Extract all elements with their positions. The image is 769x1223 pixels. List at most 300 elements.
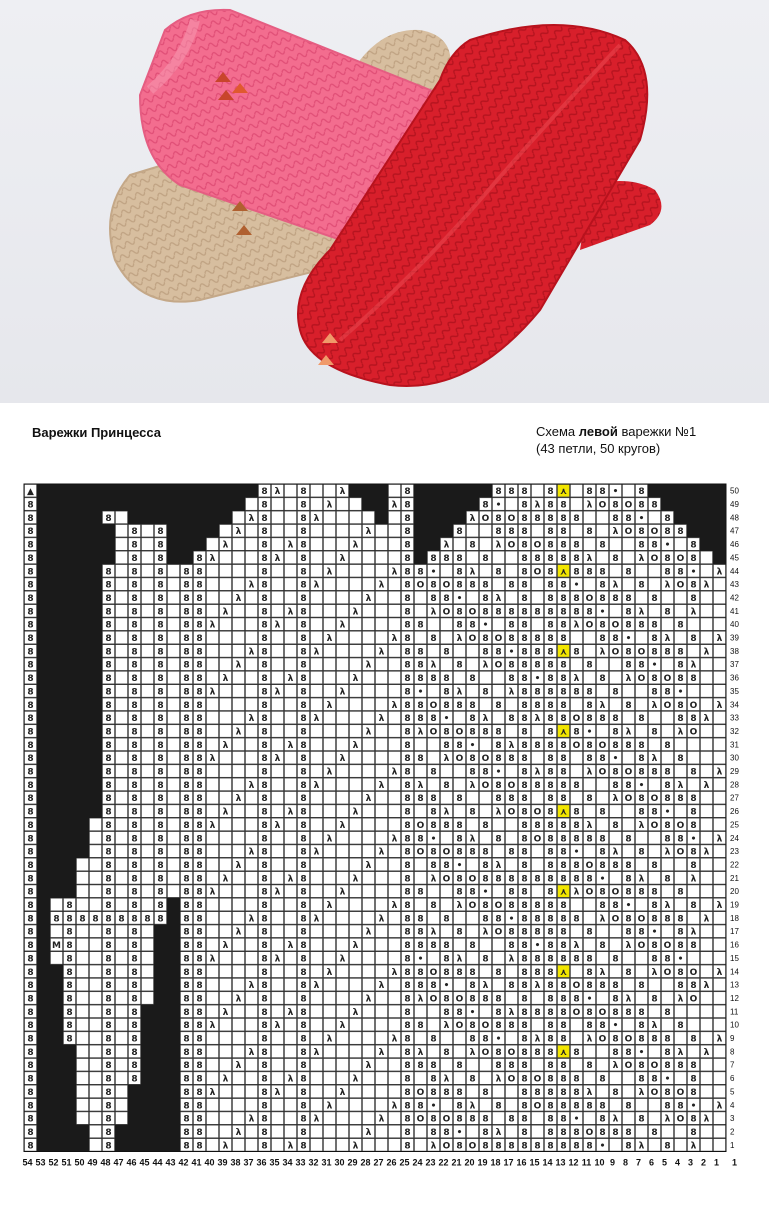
stitch-symbol: • bbox=[638, 1047, 645, 1058]
chart-cell bbox=[272, 965, 284, 977]
chart-cell bbox=[246, 1072, 258, 1084]
stitch-symbol: 8 bbox=[27, 1114, 34, 1125]
chart-cell bbox=[623, 1085, 635, 1097]
stitch-symbol: 8 bbox=[131, 901, 138, 912]
chart-cell bbox=[77, 978, 89, 990]
stitch-symbol: 8 bbox=[638, 487, 645, 498]
chart-cell bbox=[389, 591, 401, 603]
chart-cell bbox=[571, 698, 583, 710]
chart-cell bbox=[207, 925, 219, 937]
stitch-symbol: 8 bbox=[612, 1087, 619, 1098]
stitch-symbol: λ bbox=[430, 874, 437, 885]
stitch-symbol: 8 bbox=[261, 553, 268, 564]
chart-cell bbox=[350, 845, 362, 857]
stitch-symbol: O bbox=[572, 740, 581, 751]
chart-cell bbox=[636, 591, 648, 603]
stitch-symbol: 8 bbox=[664, 914, 671, 925]
stitch-symbol: 8 bbox=[105, 767, 112, 778]
chart-cell bbox=[324, 538, 336, 550]
stitch-symbol: 8 bbox=[261, 567, 268, 578]
chart-cell bbox=[233, 845, 245, 857]
chart-cell bbox=[220, 1099, 232, 1111]
chart-cell bbox=[571, 631, 583, 643]
chart-cell bbox=[246, 685, 258, 697]
stitch-symbol: 8 bbox=[495, 513, 502, 524]
chart-cell bbox=[480, 671, 492, 683]
stitch-symbol: 8 bbox=[495, 1007, 502, 1018]
chart-cell bbox=[168, 645, 180, 657]
stitch-symbol: O bbox=[611, 887, 620, 898]
chart-cell bbox=[220, 818, 232, 830]
chart-cell bbox=[363, 1139, 375, 1151]
stitch-symbol: 8 bbox=[183, 927, 190, 938]
chart-cell bbox=[623, 752, 635, 764]
chart-cell bbox=[116, 1045, 128, 1057]
stitch-symbol: 8 bbox=[521, 807, 528, 818]
chart-cell bbox=[415, 631, 427, 643]
chart-cell bbox=[168, 738, 180, 750]
stitch-symbol: 8 bbox=[196, 901, 203, 912]
stitch-symbol: 8 bbox=[508, 580, 515, 591]
row-label: 47 bbox=[730, 526, 739, 536]
stitch-symbol: 8 bbox=[404, 1101, 411, 1112]
chart-cell bbox=[389, 1125, 401, 1137]
stitch-symbol: O bbox=[689, 967, 698, 978]
stitch-symbol: 8 bbox=[27, 1047, 34, 1058]
column-label: 5 bbox=[661, 1157, 668, 1168]
stitch-symbol: 8 bbox=[131, 607, 138, 618]
chart-cell bbox=[337, 591, 349, 603]
stitch-symbol: 8 bbox=[404, 513, 411, 524]
chart-cell bbox=[662, 591, 674, 603]
chart-cell bbox=[610, 925, 622, 937]
chart-cell bbox=[311, 698, 323, 710]
stitch-symbol: 8 bbox=[443, 727, 450, 738]
chart-cell bbox=[610, 805, 622, 817]
stitch-symbol: 8 bbox=[196, 647, 203, 658]
chart-cell bbox=[532, 578, 544, 590]
chart-cell bbox=[662, 658, 674, 670]
stitch-symbol: 8 bbox=[105, 740, 112, 751]
chart-cell bbox=[220, 551, 232, 563]
stitch-symbol: 8 bbox=[495, 1061, 502, 1072]
chart-cell bbox=[350, 925, 362, 937]
chart-cell bbox=[116, 685, 128, 697]
chart-cell bbox=[116, 872, 128, 884]
stitch-symbol: 8 bbox=[196, 740, 203, 751]
chart-cell bbox=[467, 1125, 479, 1137]
stitch-symbol: 8 bbox=[261, 727, 268, 738]
stitch-symbol: 8 bbox=[547, 567, 554, 578]
stitch-symbol: 8 bbox=[521, 1061, 528, 1072]
chart-cell bbox=[636, 698, 648, 710]
chart-cell bbox=[376, 725, 388, 737]
stitch-symbol: 8 bbox=[521, 1101, 528, 1112]
stitch-symbol: 8 bbox=[560, 513, 567, 524]
stitch-symbol: 8 bbox=[300, 607, 307, 618]
stitch-symbol: 8 bbox=[534, 927, 541, 938]
stitch-symbol: 8 bbox=[638, 1007, 645, 1018]
stitch-symbol: 8 bbox=[469, 540, 476, 551]
chart-cell bbox=[324, 511, 336, 523]
chart-cell bbox=[324, 858, 336, 870]
stitch-symbol: λ bbox=[274, 620, 281, 631]
chart-cell bbox=[285, 818, 297, 830]
stitch-symbol: 8 bbox=[261, 1141, 268, 1152]
chart-cell bbox=[142, 885, 154, 897]
chart-cell bbox=[688, 885, 700, 897]
stitch-symbol: • bbox=[508, 914, 515, 925]
chart-cell bbox=[285, 631, 297, 643]
chart-cell bbox=[272, 1125, 284, 1137]
chart-cell bbox=[324, 551, 336, 563]
stitch-symbol: 8 bbox=[196, 1141, 203, 1152]
chart-cell bbox=[675, 605, 687, 617]
stitch-symbol: 8 bbox=[456, 607, 463, 618]
stitch-symbol: 8 bbox=[27, 674, 34, 685]
stitch-symbol: 8 bbox=[508, 1141, 515, 1152]
stitch-symbol: 8 bbox=[300, 901, 307, 912]
stitch-symbol: 8 bbox=[469, 967, 476, 978]
stitch-symbol: λ bbox=[612, 527, 619, 538]
stitch-symbol: 8 bbox=[508, 794, 515, 805]
stitch-symbol: 8 bbox=[66, 981, 73, 992]
stitch-symbol: 8 bbox=[521, 513, 528, 524]
chart-cell bbox=[415, 898, 427, 910]
row-label: 2 bbox=[730, 1127, 735, 1137]
stitch-symbol: 8 bbox=[521, 1087, 528, 1098]
chart-cell bbox=[415, 805, 427, 817]
stitch-symbol: 8 bbox=[677, 927, 684, 938]
stitch-symbol: 8 bbox=[131, 580, 138, 591]
stitch-symbol: 8 bbox=[625, 1047, 632, 1058]
stitch-symbol: λ bbox=[339, 954, 346, 965]
stitch-symbol: 8 bbox=[261, 500, 268, 511]
stitch-symbol: λ bbox=[274, 487, 281, 498]
stitch-symbol: λ bbox=[469, 834, 476, 845]
stitch-symbol: 8 bbox=[690, 941, 697, 952]
stitch-symbol: λ bbox=[430, 927, 437, 938]
row-label: 15 bbox=[730, 953, 739, 963]
chart-cell bbox=[207, 1112, 219, 1124]
row-label: 12 bbox=[730, 993, 739, 1003]
chart-cell bbox=[337, 605, 349, 617]
stitch-symbol: λ bbox=[508, 1007, 515, 1018]
stitch-symbol: 8 bbox=[27, 1141, 34, 1152]
stitch-symbol: λ bbox=[495, 1127, 502, 1138]
chart-cell bbox=[571, 1019, 583, 1031]
chart-cell bbox=[376, 965, 388, 977]
stitch-symbol: λ bbox=[391, 567, 398, 578]
stitch-symbol: • bbox=[469, 1007, 476, 1018]
stitch-symbol: λ bbox=[534, 767, 541, 778]
stitch-symbol: 8 bbox=[612, 593, 619, 604]
stitch-symbol: 8 bbox=[573, 607, 580, 618]
chart-cell bbox=[233, 685, 245, 697]
chart-cell bbox=[220, 965, 232, 977]
stitch-symbol: λ bbox=[716, 567, 723, 578]
chart-cell bbox=[168, 765, 180, 777]
stitch-symbol: 8 bbox=[456, 1114, 463, 1125]
stitch-symbol: 8 bbox=[196, 607, 203, 618]
chart-cell bbox=[246, 992, 258, 1004]
stitch-symbol: 8 bbox=[261, 687, 268, 698]
stitch-symbol: 8 bbox=[508, 527, 515, 538]
stitch-symbol: λ bbox=[209, 887, 216, 898]
stitch-symbol: O bbox=[572, 981, 581, 992]
stitch-symbol: 8 bbox=[196, 1114, 203, 1125]
chart-cell bbox=[272, 1112, 284, 1124]
stitch-symbol: 8 bbox=[27, 513, 34, 524]
stitch-symbol: λ bbox=[573, 887, 580, 898]
stitch-symbol: 8 bbox=[690, 1114, 697, 1125]
chart-cell bbox=[532, 992, 544, 1004]
chart-cell bbox=[389, 525, 401, 537]
chart-cell bbox=[584, 845, 596, 857]
chart-cell bbox=[623, 711, 635, 723]
chart-cell bbox=[389, 1019, 401, 1031]
stitch-symbol: λ bbox=[534, 500, 541, 511]
stitch-symbol: 8 bbox=[300, 794, 307, 805]
stitch-symbol: 8 bbox=[599, 981, 606, 992]
stitch-symbol: 8 bbox=[560, 901, 567, 912]
chart-cell bbox=[701, 752, 713, 764]
stitch-symbol: 8 bbox=[417, 1021, 424, 1032]
chart-cell bbox=[389, 511, 401, 523]
stitch-symbol: 8 bbox=[196, 1007, 203, 1018]
stitch-symbol: 8 bbox=[404, 1047, 411, 1058]
stitch-symbol: 8 bbox=[404, 1007, 411, 1018]
chart-cell bbox=[285, 792, 297, 804]
chart-cell bbox=[285, 992, 297, 1004]
stitch-symbol: λ bbox=[469, 1101, 476, 1112]
chart-cell bbox=[116, 952, 128, 964]
chart-cell bbox=[285, 898, 297, 910]
chart-cell bbox=[493, 885, 505, 897]
chart-cell bbox=[311, 1139, 323, 1151]
stitch-symbol: 8 bbox=[196, 767, 203, 778]
chart-cell bbox=[337, 832, 349, 844]
chart-cell bbox=[662, 992, 674, 1004]
chart-cell bbox=[701, 618, 713, 630]
pattern-title: Варежки Принцесса bbox=[32, 425, 161, 440]
stitch-symbol: 8 bbox=[261, 807, 268, 818]
chart-cell bbox=[610, 1139, 622, 1151]
stitch-symbol: λ bbox=[651, 967, 658, 978]
chart-cell bbox=[285, 565, 297, 577]
stitch-symbol: 8 bbox=[261, 901, 268, 912]
stitch-symbol: 8 bbox=[456, 1141, 463, 1152]
stitch-symbol: 8 bbox=[261, 1074, 268, 1085]
stitch-symbol: 8 bbox=[469, 714, 476, 725]
stitch-symbol: 8 bbox=[105, 513, 112, 524]
stitch-symbol: 8 bbox=[664, 794, 671, 805]
chart-cell bbox=[597, 925, 609, 937]
stitch-symbol: 8 bbox=[547, 634, 554, 645]
chart-cell bbox=[389, 938, 401, 950]
chart-cell bbox=[532, 591, 544, 603]
stitch-symbol: 8 bbox=[521, 1074, 528, 1085]
chart-cell bbox=[701, 1139, 713, 1151]
chart-cell bbox=[701, 1085, 713, 1097]
stitch-symbol: 8 bbox=[612, 634, 619, 645]
stitch-symbol: 8 bbox=[443, 1087, 450, 1098]
stitch-symbol: 8 bbox=[417, 981, 424, 992]
stitch-symbol: λ bbox=[378, 981, 385, 992]
column-label: 15 bbox=[529, 1157, 540, 1168]
stitch-symbol: 8 bbox=[430, 580, 437, 591]
stitch-symbol: 8 bbox=[547, 740, 554, 751]
chart-cell bbox=[51, 898, 63, 910]
chart-cell bbox=[324, 872, 336, 884]
chart-cell bbox=[363, 912, 375, 924]
stitch-symbol: 8 bbox=[261, 1101, 268, 1112]
stitch-symbol: 8 bbox=[651, 941, 658, 952]
chart-cell bbox=[649, 578, 661, 590]
chart-cell bbox=[454, 805, 466, 817]
stitch-symbol: 8 bbox=[456, 567, 463, 578]
stitch-symbol: 8 bbox=[261, 700, 268, 711]
stitch-symbol: 8 bbox=[521, 1114, 528, 1125]
stitch-symbol: λ bbox=[625, 674, 632, 685]
stitch-symbol: 8 bbox=[547, 927, 554, 938]
stitch-symbol: λ bbox=[209, 620, 216, 631]
stitch-symbol: 8 bbox=[690, 901, 697, 912]
stitch-symbol: 8 bbox=[560, 820, 567, 831]
chart-cell bbox=[272, 578, 284, 590]
stitch-symbol: 8 bbox=[261, 1087, 268, 1098]
stitch-symbol: 8 bbox=[196, 567, 203, 578]
stitch-symbol: 8 bbox=[638, 620, 645, 631]
chart-cell bbox=[467, 1085, 479, 1097]
chart-cell bbox=[311, 1125, 323, 1137]
stitch-symbol: 8 bbox=[547, 1047, 554, 1058]
stitch-symbol: 8 bbox=[417, 567, 424, 578]
stitch-symbol: 8 bbox=[157, 807, 164, 818]
stitch-symbol: 8 bbox=[521, 1127, 528, 1138]
stitch-symbol: • bbox=[508, 647, 515, 658]
stitch-symbol: 8 bbox=[586, 1141, 593, 1152]
chart-cell bbox=[688, 912, 700, 924]
chart-cell bbox=[714, 818, 726, 830]
chart-cell bbox=[246, 1005, 258, 1017]
stitch-symbol: O bbox=[624, 767, 633, 778]
stitch-symbol: 8 bbox=[404, 580, 411, 591]
stitch-symbol: 8 bbox=[131, 981, 138, 992]
chart-cell bbox=[376, 818, 388, 830]
chart-cell bbox=[116, 1005, 128, 1017]
stitch-symbol: 8 bbox=[261, 580, 268, 591]
chart-cell bbox=[220, 845, 232, 857]
column-label: 12 bbox=[568, 1157, 579, 1168]
chart-cell bbox=[376, 605, 388, 617]
row-label: 7 bbox=[730, 1060, 735, 1070]
stitch-symbol: 8 bbox=[105, 1021, 112, 1032]
stitch-symbol: 8 bbox=[196, 927, 203, 938]
stitch-symbol: 8 bbox=[521, 874, 528, 885]
stitch-symbol: λ bbox=[378, 647, 385, 658]
stitch-symbol: 8 bbox=[456, 580, 463, 591]
stitch-symbol: 8 bbox=[482, 901, 489, 912]
chart-cell bbox=[701, 1125, 713, 1137]
stitch-symbol: λ bbox=[586, 820, 593, 831]
stitch-symbol: 8 bbox=[586, 834, 593, 845]
chart-cell bbox=[428, 645, 440, 657]
stitch-symbol: • bbox=[482, 887, 489, 898]
stitch-symbol: 8 bbox=[196, 914, 203, 925]
stitch-symbol: O bbox=[429, 700, 438, 711]
stitch-symbol: 8 bbox=[560, 714, 567, 725]
row-label: 49 bbox=[730, 500, 739, 510]
stitch-symbol: 8 bbox=[495, 754, 502, 765]
chart-cell bbox=[363, 565, 375, 577]
stitch-symbol: O bbox=[416, 1114, 425, 1125]
chart-cell bbox=[285, 525, 297, 537]
stitch-symbol: 8 bbox=[482, 914, 489, 925]
chart-cell bbox=[116, 1085, 128, 1097]
stitch-symbol: 8 bbox=[560, 1141, 567, 1152]
stitch-symbol: 8 bbox=[651, 540, 658, 551]
chart-cell bbox=[311, 965, 323, 977]
chart-cell bbox=[246, 885, 258, 897]
stitch-symbol: λ bbox=[703, 1114, 710, 1125]
stitch-symbol: 8 bbox=[482, 874, 489, 885]
stitch-symbol: 8 bbox=[404, 860, 411, 871]
stitch-symbol: 8 bbox=[157, 847, 164, 858]
stitch-symbol: 8 bbox=[638, 927, 645, 938]
stitch-symbol: 8 bbox=[157, 620, 164, 631]
column-label: 41 bbox=[191, 1157, 202, 1168]
stitch-symbol: 8 bbox=[27, 967, 34, 978]
chart-cell bbox=[233, 538, 245, 550]
stitch-symbol: 8 bbox=[625, 1141, 632, 1152]
stitch-symbol: 8 bbox=[66, 1021, 73, 1032]
column-label: 45 bbox=[139, 1157, 150, 1168]
chart-cell bbox=[506, 725, 518, 737]
stitch-symbol: 8 bbox=[430, 674, 437, 685]
stitch-symbol: 8 bbox=[430, 1114, 437, 1125]
chart-cell bbox=[207, 765, 219, 777]
stitch-symbol: 8 bbox=[131, 820, 138, 831]
stitch-symbol: O bbox=[429, 727, 438, 738]
stitch-symbol: 8 bbox=[443, 967, 450, 978]
chart-cell bbox=[467, 925, 479, 937]
chart-cell bbox=[597, 725, 609, 737]
stitch-symbol: λ bbox=[248, 1047, 255, 1058]
stitch-symbol: λ bbox=[456, 954, 463, 965]
mittens-illustration bbox=[0, 0, 769, 403]
stitch-symbol: 8 bbox=[157, 607, 164, 618]
stitch-symbol: • bbox=[612, 1021, 619, 1032]
stitch-symbol: O bbox=[585, 620, 594, 631]
stitch-symbol: 8 bbox=[105, 1141, 112, 1152]
chart-cell bbox=[142, 952, 154, 964]
chart-cell bbox=[220, 1085, 232, 1097]
chart-cell bbox=[285, 485, 297, 497]
stitch-symbol: 8 bbox=[456, 794, 463, 805]
chart-cell bbox=[636, 898, 648, 910]
chart-cell bbox=[324, 485, 336, 497]
stitch-symbol: O bbox=[572, 1007, 581, 1018]
stitch-symbol: 8 bbox=[183, 580, 190, 591]
chart-cell bbox=[363, 671, 375, 683]
chart-cell bbox=[454, 711, 466, 723]
chart-cell bbox=[246, 738, 258, 750]
stitch-symbol: 8 bbox=[105, 607, 112, 618]
stitch-symbol: 8 bbox=[521, 580, 528, 591]
chart-cell bbox=[233, 938, 245, 950]
chart-cell bbox=[272, 658, 284, 670]
